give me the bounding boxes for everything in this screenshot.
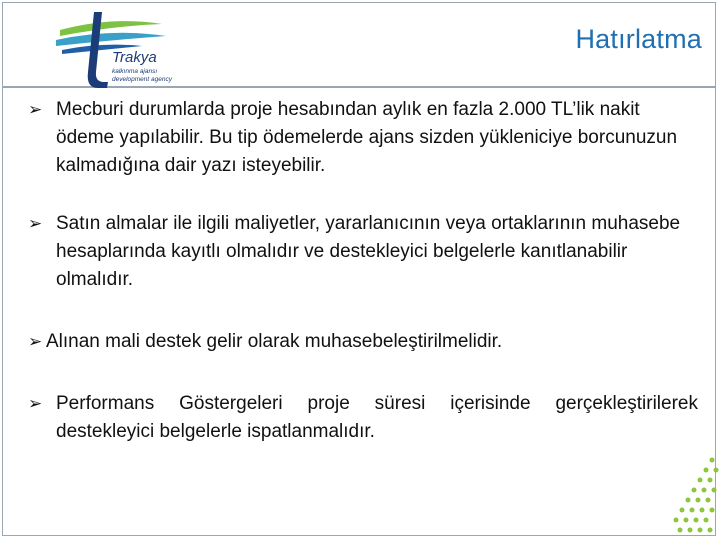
logo-line1: kalkınma ajansı — [112, 68, 158, 75]
arrow-bullet-icon: ➢ — [28, 214, 43, 233]
bullet-text: Satın almalar ile ilgili maliyetler, yararlanıcının veya ortaklarının muhasebe hesaplarında kayıtlı olmalıdır ve destekleyici belgelerle kanıtlanabilir olmalıdır. — [56, 213, 681, 290]
corner-dots-decoration — [660, 450, 720, 540]
bullet-text: Performans Göstergeleri proje süresi içerisinde gerçekleştirilerek destekleyici belgelerle ispatlanmalıdır. — [56, 393, 698, 442]
bullet-text: Mecburi durumlarda proje hesabından aylık en fazla 2.000 TL’lik nakit ödeme yapılabilir. Bu tip ödemelerde ajans sizden yükleniciye borcunuzun kalmadığına dair yazı isteyebilir. — [56, 99, 678, 176]
list-item — [28, 96, 698, 180]
header — [2, 2, 716, 88]
arrow-bullet-icon: ➢ — [28, 332, 43, 351]
bullet-text: Alınan mali destek gelir olarak muhasebeleştirilmelidir. — [46, 331, 503, 352]
bullet-list — [28, 96, 698, 446]
trakya-logo — [42, 10, 202, 90]
logo-line2: development agency — [112, 76, 172, 83]
page-title: Hatırlatma — [575, 24, 702, 54]
arrow-bullet-icon: ➢ — [28, 394, 43, 413]
logo-brand: Trakya — [112, 49, 157, 66]
list-item — [28, 390, 698, 446]
list-item — [28, 210, 698, 294]
list-item — [28, 328, 698, 356]
arrow-bullet-icon: ➢ — [28, 100, 43, 119]
